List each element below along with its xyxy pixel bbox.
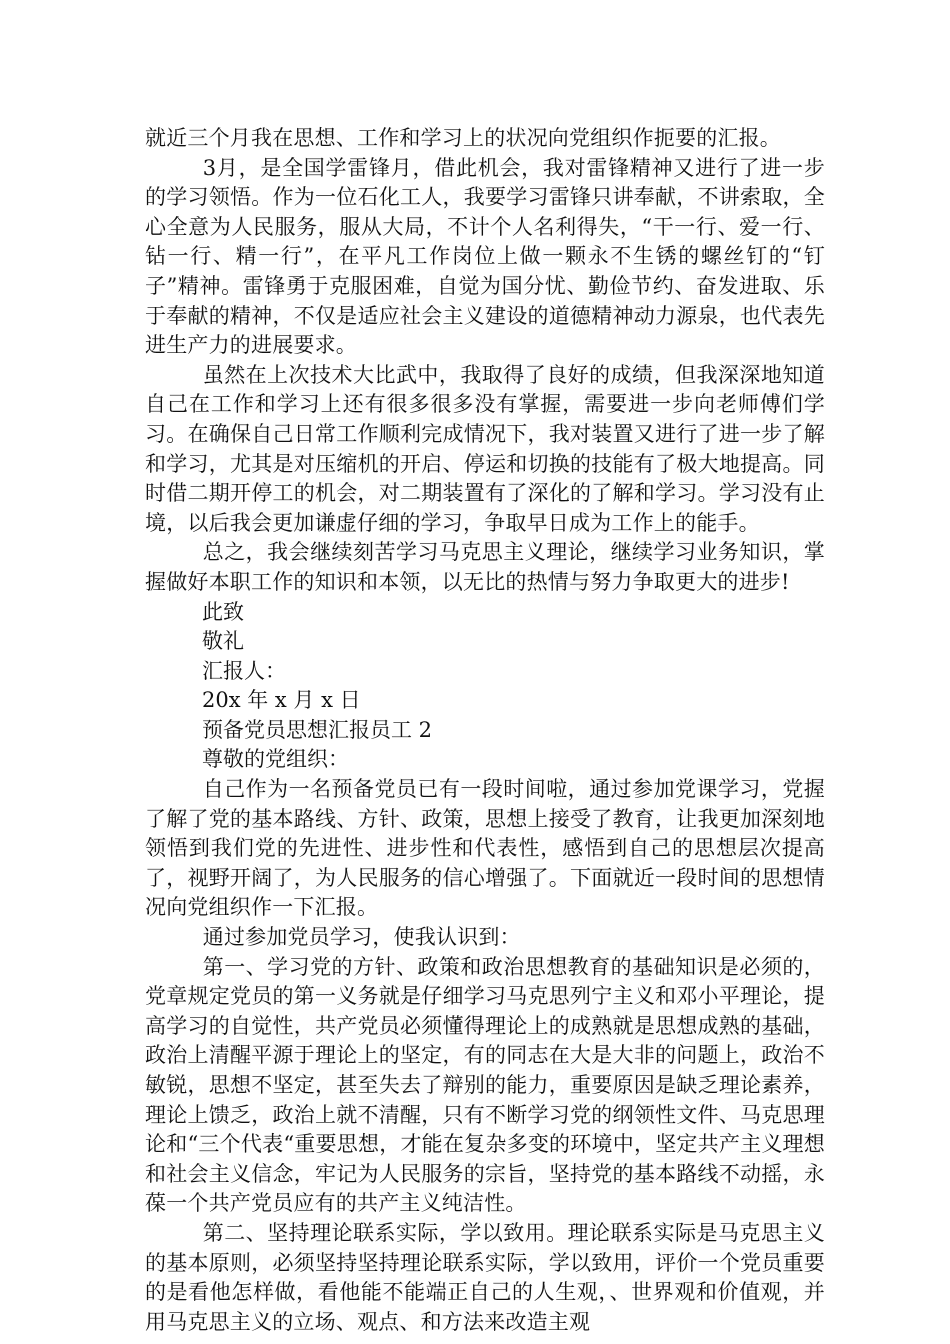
paragraph-realization: 通过参加党员学习，使我认识到：	[202, 925, 521, 950]
closing-salute: 此致	[202, 599, 244, 624]
paragraph-report-summary: 就近三个月我在思想、工作和学习上的状况向党组织作扼要的汇报。	[145, 126, 781, 150]
paragraph-lei-feng-month: 3月，是全国学雷锋月，借此机会，我对雷锋精神又进行了进一步的学习领悟。作为一位石化工人，我要学习雷锋只讲奉献，不讲索取，全心全意为人民服务，服从大局，不计个人名利得失，“干一行、爱一行、钻一行、精一行”，在平凡工作岗位上做一颗永不生锈的螺丝钉的“钉子”精神。雷锋勇于克服困难，自觉为国分忧、勤俭节约、奋发进取、乐于奉献的精神，不仅是适应社会主义建设的道德精神动力源泉，也代表先进生产力的进展要求。	[145, 155, 825, 358]
paragraph-first-point: 第一、学习党的方针、政策和政治思想教育的基础知识是必须的，党章规定党员的第一义务就是仔细学习马克思列宁主义和邓小平理论，提高学习的自觉性，共产党员必须懂得理论上的成熟就是思想成熟的基础，政治上清醒平源于理论上的坚定，有的同志在大是大非的问题上，政治不敏锐，思想不坚定，甚至失去了辩别的能力，重要原因是缺乏理论素养，理论上馈乏，政治上就不清醒，只有不断学习党的纲领性文件、马克思理论和“三个代表“重要思想，才能在复杂多变的环境中，坚定共产主义理想和社会主义信念，牢记为人民服务的宗旨，坚持党的基本路线不动摇，永葆一个共产党员应有的共产主义纯洁性。	[145, 954, 825, 1216]
section-heading: 预备党员思想汇报员工 2	[202, 717, 433, 742]
closing-respect: 敬礼	[202, 629, 244, 654]
salutation: 尊敬的党组织：	[202, 747, 349, 772]
report-date: 20x 年 x 月 x 日	[202, 688, 361, 713]
reporter-label: 汇报人：	[202, 658, 286, 683]
paragraph-technical-competition: 虽然在上次技术大比武中，我取得了良好的成绩，但我深深地知道自己在工作和学习上还有很多很多没有掌握，需要进一步向老师傅们学习。在确保自己日常工作顺利完成情况下，我对装置又进行了进一步了解和学习，尤其是对压缩机的开启、停运和切换的技能有了极大地提高。同时借二期开停工的机会，对二期装置有了深化的了解和学习。学习没有止境，以后我会更加谦虚仔细的学习，争取早日成为工作上的能手。	[145, 362, 825, 535]
paragraph-second-point: 第二、坚持理论联系实际，学以致用。理论联系实际是马克思主义的基本原则，必须坚持坚持理论联系实际，学以致用，评价一个党员重要的是看他怎样做，看他能不能端正自己的人生观，、世界观和价值观，并用马克思主义的立场、观点、和方法来改造主观	[145, 1220, 825, 1334]
paragraph-conclusion: 总之，我会继续刻苦学习马克思主义理论，继续学习业务知识，掌握做好本职工作的知识和本领，以无比的热情与努力争取更大的进步!	[145, 540, 825, 594]
document-body	[145, 124, 825, 1337]
paragraph-probationary-member: 自己作为一名预备党员已有一段时间啦，通过参加党课学习，党握了解了党的基本路线、方针、政策，思想上接受了教育，让我更加深刻地领悟到我们党的先进性、进步性和代表性，感悟到自己的思想层次提高了，视野开阔了，为人民服务的信心增强了。下面就近一段时间的思想情况向党组织作一下汇报。	[145, 777, 825, 920]
